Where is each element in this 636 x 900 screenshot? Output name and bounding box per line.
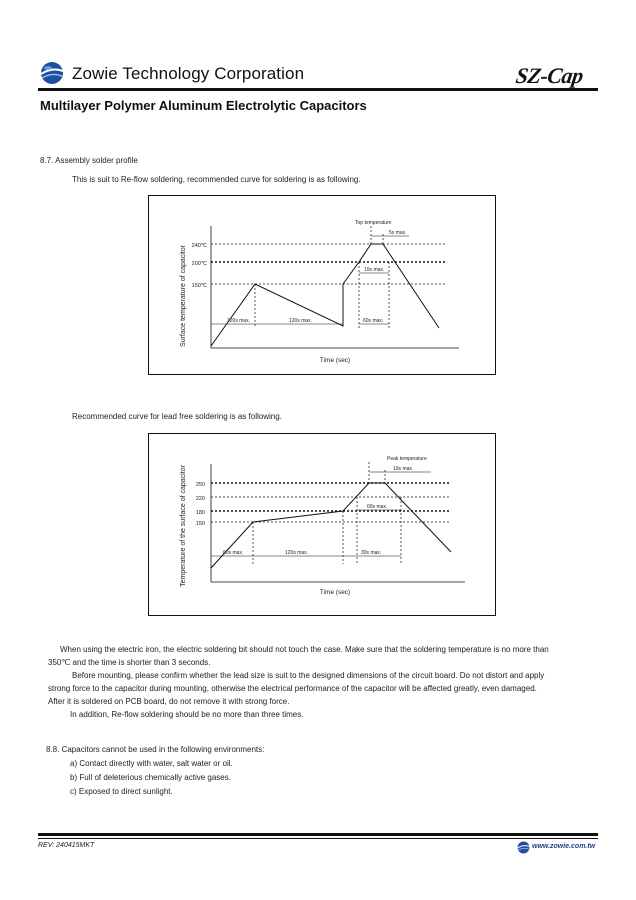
chart1-ytick-2: 150℃	[191, 283, 207, 289]
chart2-xlabel: Time (sec)	[319, 589, 351, 596]
para-line-3: strong force to the capacitor during mounting, otherwise the electrical performance of the capacitor will be affected greatly, even damaged.	[48, 684, 537, 693]
globe-swoosh-icon	[517, 841, 530, 854]
chart1-annot-2: 120s max.	[227, 318, 251, 324]
reflow-profile-svg	[149, 196, 495, 374]
chart1-peak-label: Top temperature	[355, 220, 392, 226]
chart2-ytick-2: 180	[195, 510, 205, 516]
chart2-ylabel: Temperature of the surface of capacitor	[180, 465, 187, 587]
chart2-annot-2: 60s max.	[223, 550, 244, 556]
reflow-profile-chart	[148, 195, 496, 375]
chart2-annot-1: 60s max.	[367, 504, 388, 510]
para-line-1: 350℃ and the time is shorter than 3 seconds.	[48, 658, 211, 667]
env-item-b: b) Full of deleterious chemically active gases.	[70, 773, 231, 782]
lead-free-profile-chart	[148, 433, 496, 616]
footer-rule-thin	[38, 838, 598, 839]
chart1-ytick-0: 240℃	[191, 243, 207, 249]
chart1-ytick-1: 200℃	[191, 261, 207, 267]
globe-swoosh-icon	[40, 61, 64, 85]
chart1-annot-3: 120s max.	[289, 318, 313, 324]
soldering-notes	[48, 643, 600, 721]
chart2-annot-0: 10s max.	[393, 466, 414, 472]
revision-label: REV: 240415MKT	[38, 842, 95, 849]
chart1-ylabel: Surface temperature of capacitor	[180, 245, 187, 347]
chart1-annot-4: 60s max.	[363, 318, 384, 324]
chart2-peak-label: Peak temperature	[387, 456, 427, 462]
lead-free-curve	[211, 483, 451, 568]
reflow-intro: This is suit to Re-flow soldering, recommended curve for soldering is as following.	[72, 175, 361, 184]
chart1-annot-0: 5s max.	[389, 230, 407, 236]
para-line-2: Before mounting, please confirm whether the lead size is suit to the designed dimensions of the circuit board. Do not distort and apply	[72, 671, 545, 680]
chart1-annot-1: 10s max.	[364, 267, 385, 273]
env-item-a: a) Contact directly with water, salt water or oil.	[70, 759, 233, 768]
lead-free-profile-svg	[149, 434, 495, 615]
chart2-ytick-3: 150	[195, 521, 205, 527]
para-line-0: When using the electric iron, the electric soldering bit should not touch the case. Make sure that the soldering temperature is no more than	[60, 645, 549, 654]
chart2-annot-3: 120s max.	[285, 550, 309, 556]
chart2-ytick-0: 250	[195, 482, 205, 488]
reflow-curve	[211, 244, 439, 346]
env-item-c: c) Exposed to direct sunlight.	[70, 787, 173, 796]
lead-free-intro: Recommended curve for lead free soldering is as following.	[72, 412, 282, 421]
chart2-annot-4: 30s max.	[361, 550, 382, 556]
section-heading-8-8: 8.8. Capacitors cannot be used in the following environments:	[46, 745, 265, 754]
footer-rule-thick	[38, 833, 598, 836]
section-heading-8-7: 8.7. Assembly solder profile	[40, 156, 138, 165]
brand-logo: SZ-Cap	[514, 63, 585, 88]
company-name: Zowie Technology Corporation	[72, 64, 305, 83]
para-line-4: After it is soldered on PCB board, do not remove it with strong force.	[48, 697, 290, 706]
chart1-xlabel: Time (sec)	[319, 357, 351, 364]
product-title: Multilayer Polymer Aluminum Electrolytic Capacitors	[40, 98, 367, 113]
para-line-5: In addition, Re-flow soldering should be no more than three times.	[70, 710, 304, 719]
website-link[interactable]: www.zowie.com.tw	[532, 843, 596, 850]
header-rule	[38, 88, 598, 91]
chart2-ytick-1: 220	[195, 496, 205, 502]
